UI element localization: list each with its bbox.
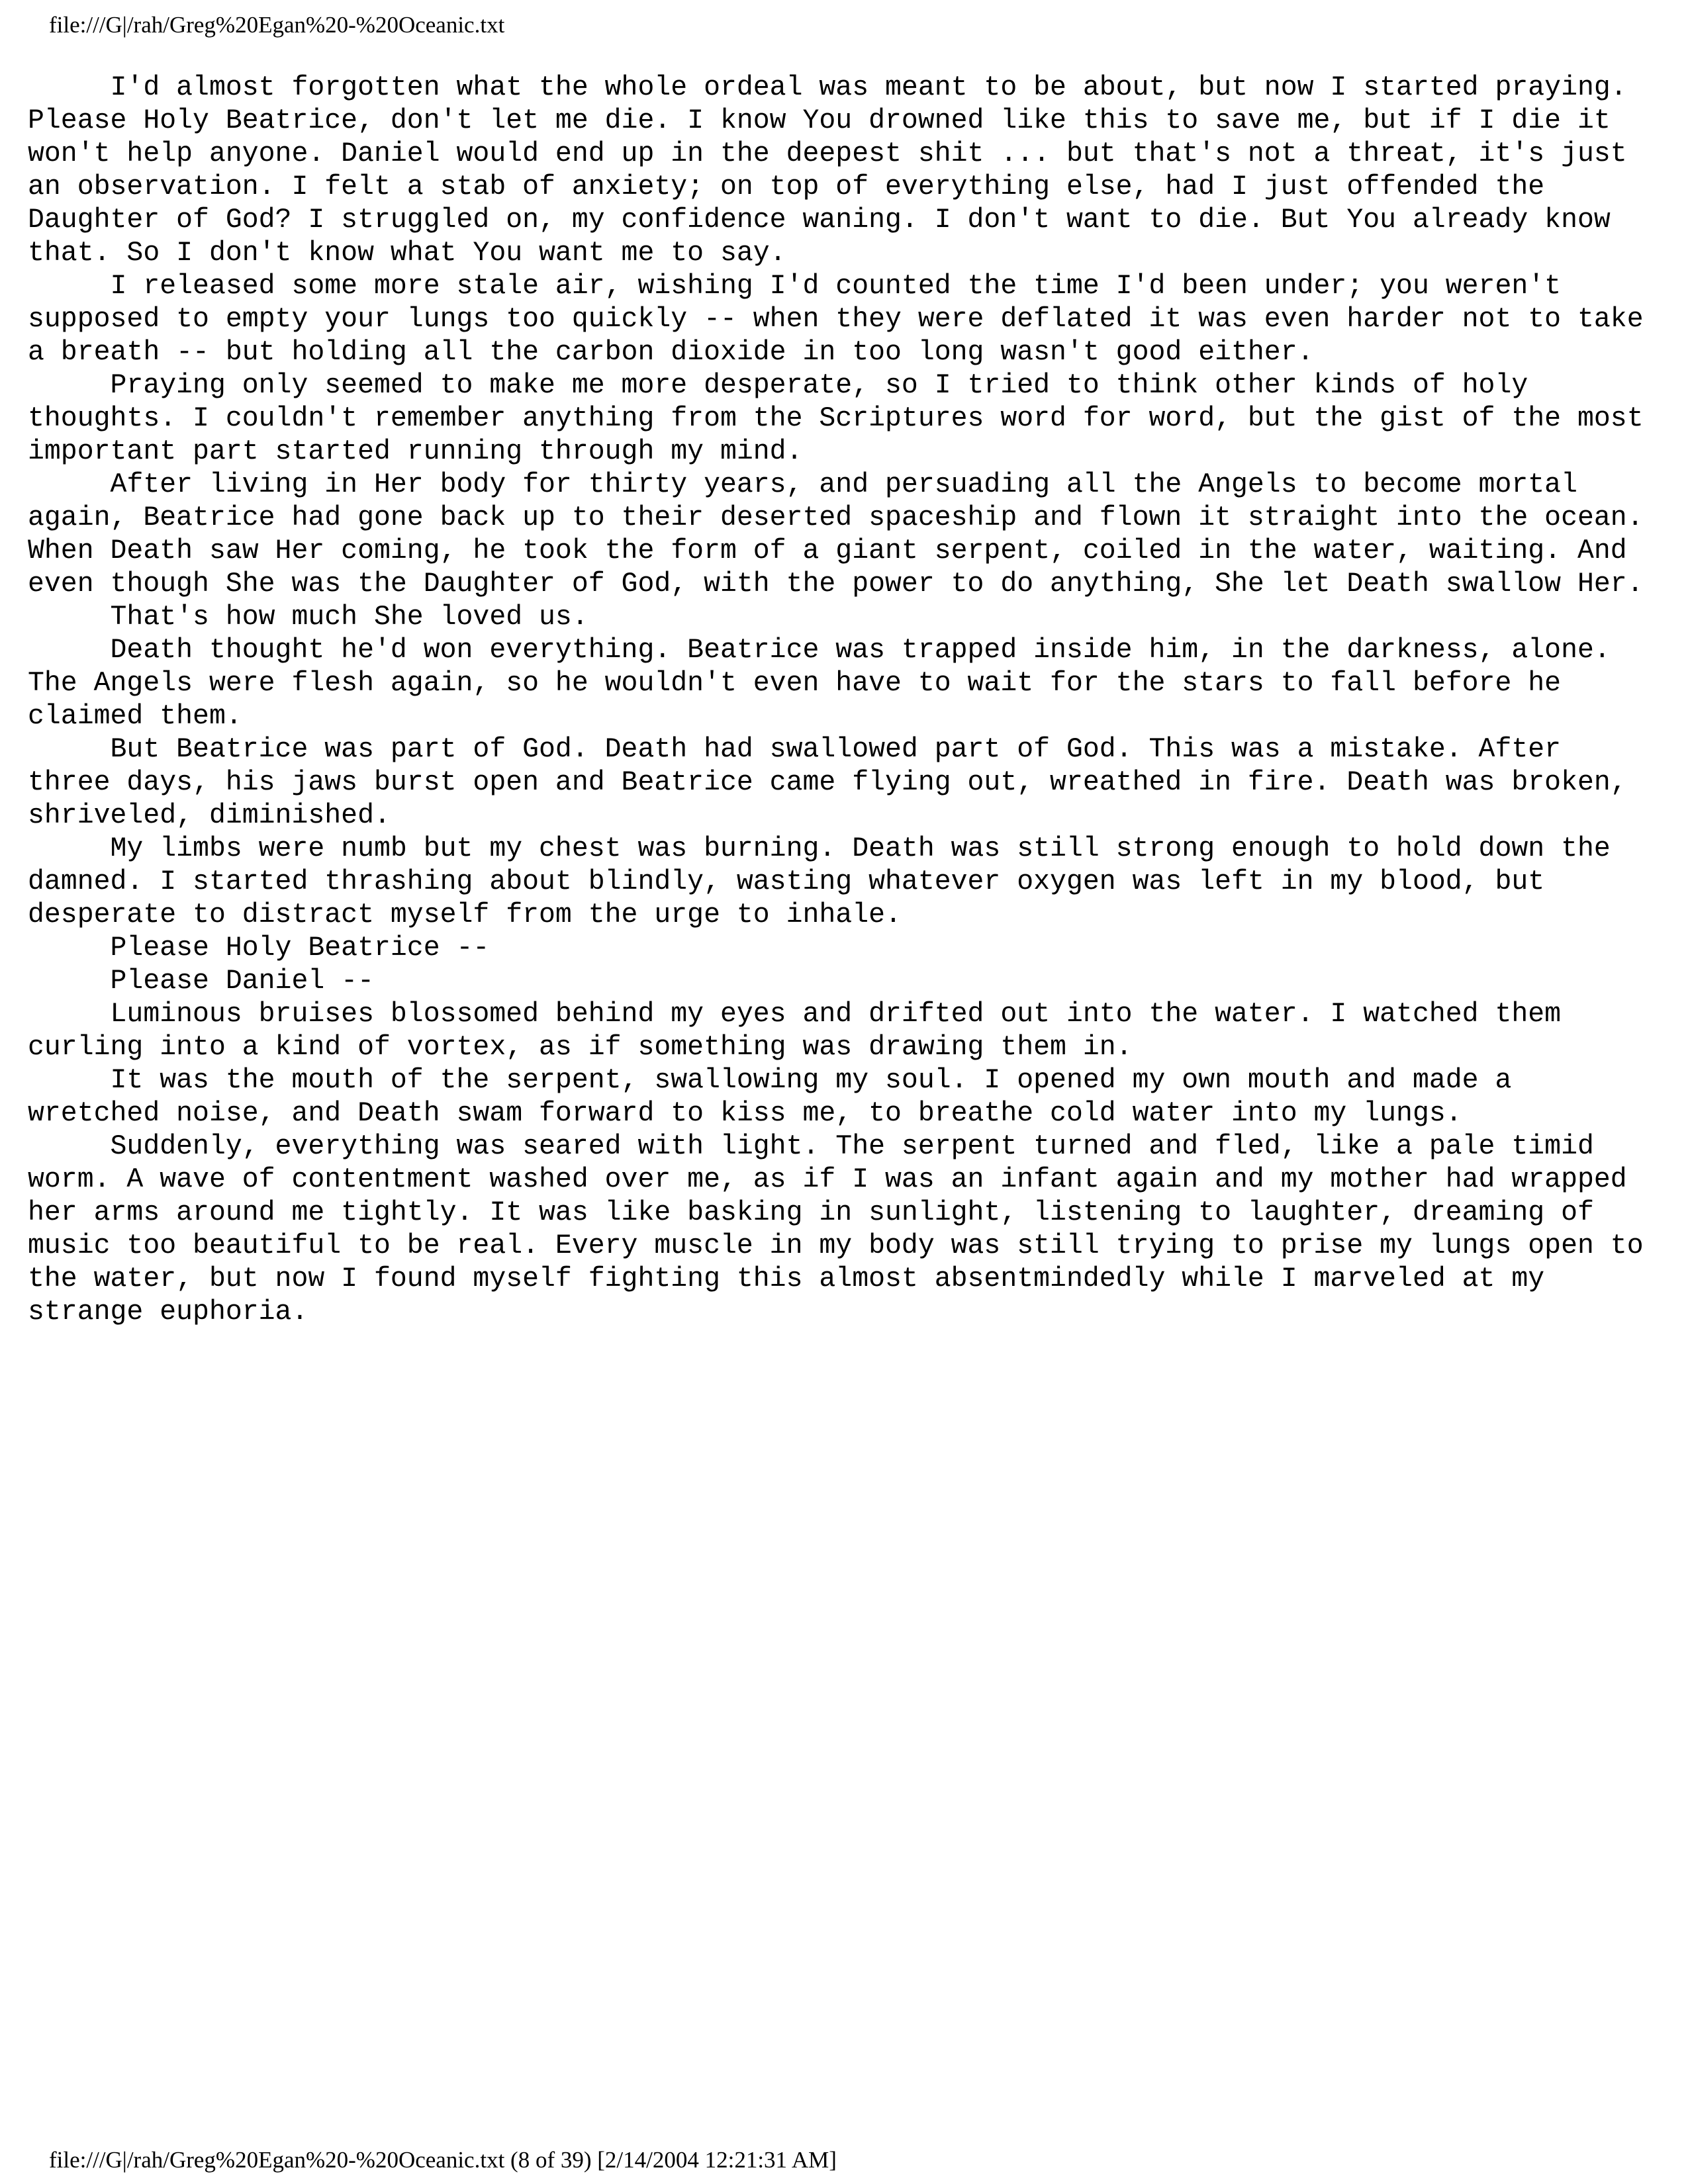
text-line: desperate to distract myself from the urge to inhale. <box>28 899 902 931</box>
text-line: again, Beatrice had gone back up to their deserted spaceship and flown it straight into the ocean. <box>28 502 1644 533</box>
text-line: That's how much She loved us. <box>28 602 588 633</box>
text-line: I released some more stale air, wishing I'd counted the time I'd been under; you weren't <box>28 271 1562 302</box>
page-footer-file-info: file:///G|/rah/Greg%20Egan%20-%20Oceanic.txt (8 of 39) [2/14/2004 12:21:31 AM] <box>49 2147 837 2173</box>
document-text <box>28 71 1676 1329</box>
text-line: When Death saw Her coming, he took the form of a giant serpent, coiled in the water, waiting. And <box>28 535 1627 567</box>
text-line: My limbs were numb but my chest was burning. Death was still strong enough to hold down the <box>28 833 1611 864</box>
text-line: shriveled, diminished. <box>28 800 391 831</box>
page-header-file-path: file:///G|/rah/Greg%20Egan%20-%20Oceanic.txt <box>49 12 505 38</box>
text-line: that. So I don't know what You want me to say. <box>28 238 786 269</box>
text-line: curling into a kind of vortex, as if something was drawing them in. <box>28 1032 1133 1063</box>
text-line: Luminous bruises blossomed behind my eyes and drifted out into the water. I watched them <box>28 999 1562 1030</box>
text-line: Daughter of God? I struggled on, my confidence waning. I don't want to die. But You already know <box>28 205 1611 236</box>
text-line: won't help anyone. Daniel would end up in the deepest shit ... but that's not a threat, it's just <box>28 138 1627 169</box>
text-line: music too beautiful to be real. Every muscle in my body was still trying to prise my lungs open to <box>28 1230 1644 1261</box>
text-line: The Angels were flesh again, so he wouldn't even have to wait for the stars to fall before he <box>28 668 1562 699</box>
text-line: wretched noise, and Death swam forward to kiss me, to breathe cold water into my lungs. <box>28 1098 1462 1129</box>
text-line: Please Holy Beatrice, don't let me die. I know You drowned like this to save me, but if I die it <box>28 105 1611 136</box>
text-line: her arms around me tightly. It was like basking in sunlight, listening to laughter, dreaming of <box>28 1197 1594 1228</box>
text-line: I'd almost forgotten what the whole ordeal was meant to be about, but now I started praying. <box>28 72 1627 103</box>
text-line: even though She was the Daughter of God, with the power to do anything, She let Death swallow Her. <box>28 569 1644 600</box>
text-line: After living in Her body for thirty years, and persuading all the Angels to become mortal <box>28 469 1577 500</box>
text-line: an observation. I felt a stab of anxiety; on top of everything else, had I just offended the <box>28 171 1545 203</box>
text-line: thoughts. I couldn't remember anything from the Scriptures word for word, but the gist of the most <box>28 403 1644 434</box>
text-line: a breath -- but holding all the carbon dioxide in too long wasn't good either. <box>28 337 1314 368</box>
text-line: Praying only seemed to make me more desperate, so I tried to think other kinds of holy <box>28 370 1528 401</box>
text-line: claimed them. <box>28 701 242 732</box>
text-line: Please Daniel -- <box>28 966 374 997</box>
text-line: worm. A wave of contentment washed over me, as if I was an infant again and my mother had wrapped <box>28 1164 1627 1195</box>
text-line: Please Holy Beatrice -- <box>28 933 490 964</box>
text-line: the water, but now I found myself fighting this almost absentmindedly while I marveled at my <box>28 1263 1545 1295</box>
text-line: Suddenly, everything was seared with light. The serpent turned and fled, like a pale timid <box>28 1131 1594 1162</box>
text-line: important part started running through my mind. <box>28 436 803 467</box>
text-line: But Beatrice was part of God. Death had swallowed part of God. This was a mistake. After <box>28 734 1562 765</box>
text-line: strange euphoria. <box>28 1297 308 1328</box>
text-line: Death thought he'd won everything. Beatrice was trapped inside him, in the darkness, alone. <box>28 635 1611 666</box>
text-line: supposed to empty your lungs too quickly -- when they were deflated it was even harder not to take <box>28 304 1644 335</box>
text-line: three days, his jaws burst open and Beatrice came flying out, wreathed in fire. Death was broken, <box>28 767 1627 798</box>
text-line: It was the mouth of the serpent, swallowing my soul. I opened my own mouth and made a <box>28 1065 1512 1096</box>
text-line: damned. I started thrashing about blindly, wasting whatever oxygen was left in my blood, but <box>28 866 1545 897</box>
